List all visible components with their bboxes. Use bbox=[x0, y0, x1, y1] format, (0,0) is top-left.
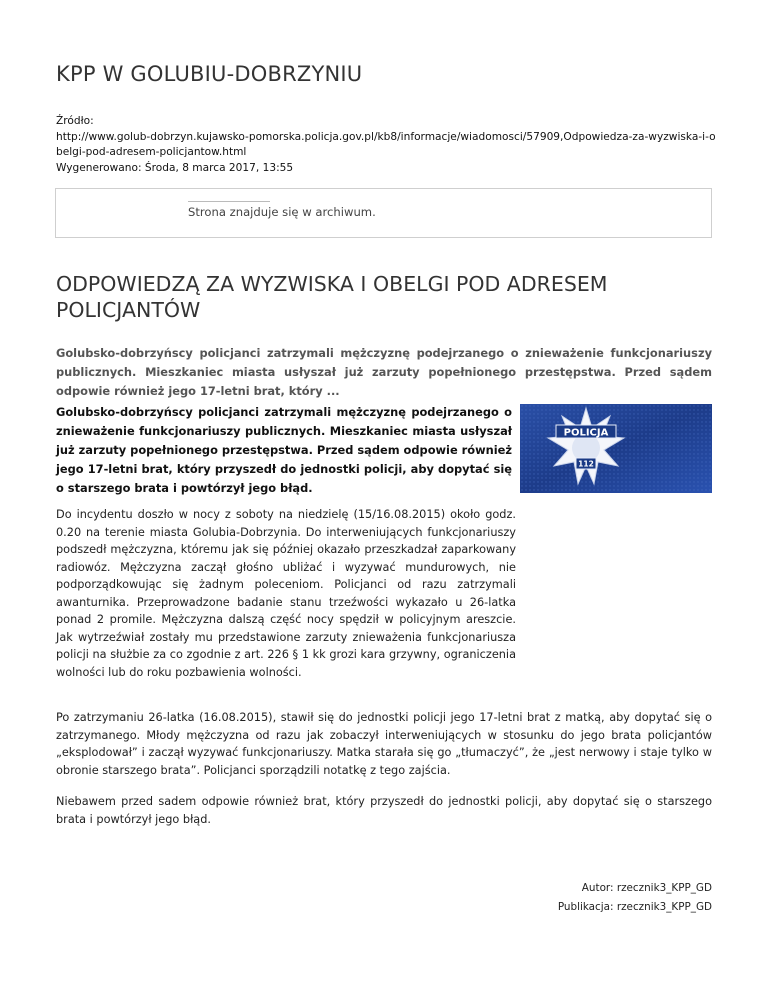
badge-text: POLICJA bbox=[563, 427, 609, 439]
source-url-line-1[interactable]: http://www.golub-dobrzyn.kujawsko-pomorska.policja.gov.pl/kb8/informacje/wiadomosci/57909,Odpowiedza-za-wyzwiska-i-o bbox=[56, 130, 716, 143]
article-meta bbox=[558, 879, 712, 917]
archive-divider bbox=[188, 201, 270, 202]
article-paragraph-3: Niebawem przed sadem odpowie również brat, który przyszedł do jednostki policji, aby dopytać się o starszego brata i powtórzył jego błąd. bbox=[56, 795, 712, 826]
generated-date: Wygenerowano: Środa, 8 marca 2017, 13:55 bbox=[56, 161, 294, 174]
source-info bbox=[56, 114, 716, 176]
article-lead-full: Golubsko-dobrzyńscy policjanci zatrzymali mężczyznę podejrzanego o znieważenie funkcjonariuszy publicznych. Mieszkaniec miasta usłyszał już zarzuty popełnionego przestępstwa. Przed sądem odpowie również jego 17-letni brat, który przyszedł do jednostki policji, aby dopytać się o starszego brata i powtórzył jego błąd. bbox=[56, 405, 512, 495]
police-star-icon bbox=[520, 404, 712, 493]
police-badge-image bbox=[520, 404, 712, 493]
archive-notice: Strona znajduje się w archiwum. bbox=[188, 205, 376, 219]
source-url-line-2[interactable]: belgi-pod-adresem-policjantow.html bbox=[56, 146, 247, 158]
source-label: Źródło: bbox=[56, 115, 94, 127]
archive-notice-box bbox=[55, 188, 712, 238]
badge-number: 112 bbox=[578, 459, 594, 469]
site-title: KPP W GOLUBIU-DOBRZYNIU bbox=[56, 62, 363, 86]
article-paragraph-2: Po zatrzymaniu 26-latka (16.08.2015), stawił się do jednostki policji jego 17-letni brat z matką, aby dopytać się o zatrzymanego. Młody mężczyzna od razu jak zobaczył interweniujących w stosunku do jego brata policjantów „eksplodował” i zaczął wyzywać funkcjonariuszy. Matka starała się go „tłumaczyć”, że „jest nerwowy i staje tylko w obronie starszego brata”. Policjanci sporządzili notatkę z tego zajścia. bbox=[56, 711, 712, 777]
article-title: ODPOWIEDZĄ ZA WYZWISKA I OBELGI POD ADRESEM POLICJANTÓW bbox=[56, 272, 608, 322]
publication: Publikacja: rzecznik3_KPP_GD bbox=[557, 901, 712, 913]
article-paragraph-1: Do incydentu doszło w nocy z soboty na niedzielę (15/16.08.2015) około godz. 0.20 na terenie miasta Golubia-Dobrzynia. Do interweniujących funkcjonariuszy podszedł mężczyzna, któremu jak się później okazało przeszkadzał zaparkowany radiowóz. Mężczyzna zaczął głośno ubliżać i wyzywać mundurowych, nie podporządkowując się żadnym poleceniom. Policjanci od razu zatrzymali awanturnika. Przeprowadzone badanie stanu trzeźwości wykazało u 26-latka ponad 2 promile. Mężczyzna dalszą część nocy spędził w policyjnym areszcie. Jak wytrzeźwiał zostały mu przedstawione zarzuty znieważenia funkcjonariusza policji na służbie za co zgodnie z art. 226 § 1 kk grozi kara grzywny, ograniczenia wolności lub do roku pozbawienia wolności. bbox=[56, 508, 516, 679]
article-lead-summary: Golubsko-dobrzyńscy policjanci zatrzymali mężczyznę podejrzanego o znieważenie funkcjonariuszy publicznych. Mieszkaniec miasta usłyszał już zarzuty popełnionego przestępstwa. Przed sądem odpowie również jego 17-letni brat, który ... bbox=[56, 346, 712, 398]
author: Autor: rzecznik3_KPP_GD bbox=[581, 882, 712, 894]
